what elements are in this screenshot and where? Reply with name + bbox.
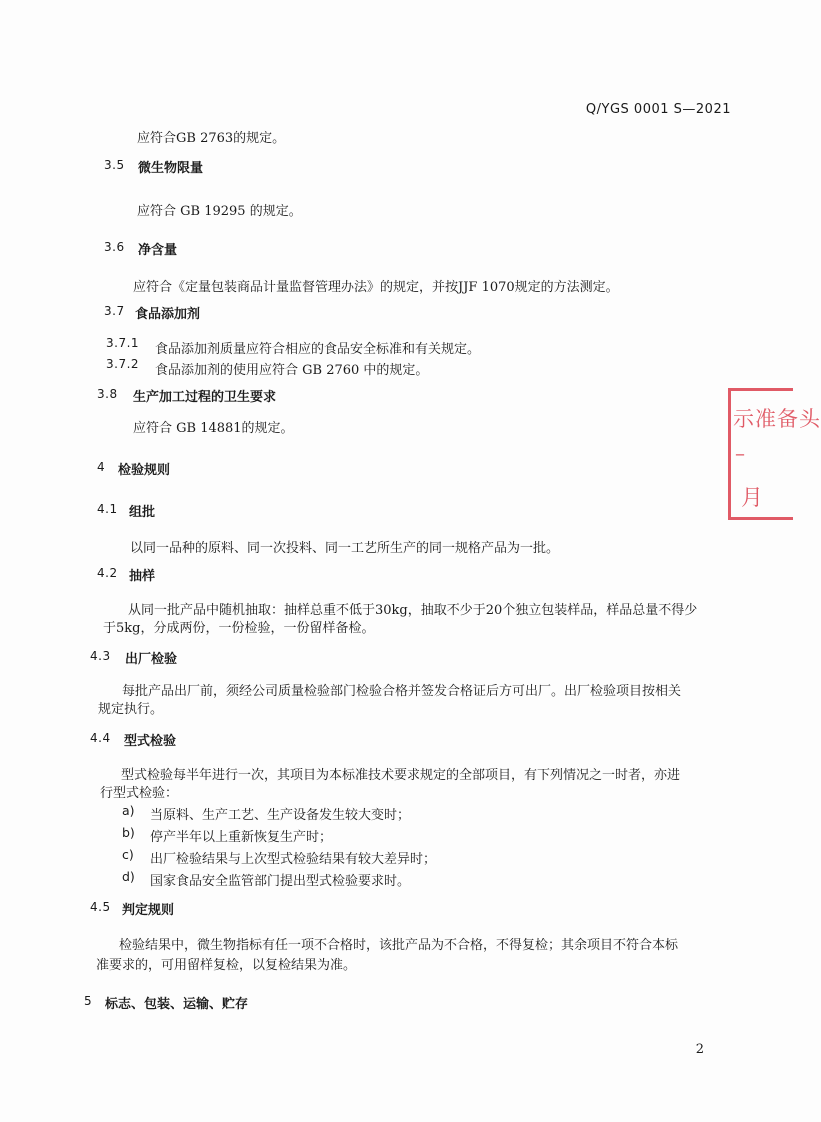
- paragraph: 应符合 GB 19295 的规定。: [137, 204, 302, 219]
- stamp-text: 示准备头: [733, 407, 821, 431]
- list-marker: c): [122, 847, 134, 862]
- section-title: 微生物限量: [138, 161, 204, 176]
- section-number: 3.5: [104, 158, 125, 172]
- section-number: 4.5: [90, 900, 111, 914]
- section-title: 判定规则: [122, 903, 175, 918]
- section-number: 4.1: [97, 502, 118, 516]
- paragraph: 应符合《定量包装商品计量监督管理办法》的规定，并按JJF 1070规定的方法测定。: [133, 280, 619, 295]
- section-number: 3.8: [97, 387, 118, 401]
- stamp-text: –: [735, 441, 745, 465]
- paragraph: 应符合GB 2763的规定。: [137, 131, 286, 146]
- paragraph: 于5kg，分成两份，一份检验，一份留样备检。: [103, 621, 375, 636]
- paragraph: 准要求的，可用留样复检，以复检结果为准。: [96, 958, 357, 973]
- filing-stamp: [728, 388, 821, 520]
- section-number: 4: [97, 460, 106, 474]
- section-title: 出厂检验: [125, 652, 178, 667]
- list-item: 当原料、生产工艺、生产设备发生较大变时；: [150, 808, 411, 823]
- list-marker: a): [122, 803, 135, 818]
- paragraph: 以同一品种的原料、同一次投料、同一工艺所生产的同一规格产品为一批。: [130, 541, 560, 556]
- section-title: 抽样: [129, 569, 156, 584]
- list-marker: d): [122, 869, 135, 884]
- list-marker: b): [122, 825, 135, 840]
- list-item: 停产半年以上重新恢复生产时；: [150, 830, 333, 845]
- paragraph: 型式检验每半年进行一次，其项目为本标准技术要求规定的全部项目，有下列情况之一时者，亦进: [121, 768, 681, 783]
- section-title: 检验规则: [118, 463, 171, 478]
- list-item: 国家食品安全监管部门提出型式检验要求时。: [150, 874, 411, 889]
- section-number: 4.2: [97, 566, 118, 580]
- paragraph: 每批产品出厂前，须经公司质量检验部门检验合格并签发合格证后方可出厂。出厂检验项目按相关: [122, 684, 682, 699]
- section-number: 3.7: [104, 304, 125, 318]
- section-number: 4.3: [90, 649, 111, 663]
- paragraph: 食品添加剂质量应符合相应的食品安全标准和有关规定。: [155, 342, 481, 357]
- stamp-text: 月: [741, 486, 764, 511]
- page-number: 2: [695, 1042, 704, 1057]
- paragraph: 规定执行。: [98, 702, 164, 717]
- section-title: 生产加工过程的卫生要求: [133, 390, 277, 405]
- section-number: 3.6: [104, 240, 125, 254]
- paragraph: 应符合 GB 14881的规定。: [133, 421, 294, 436]
- section-title: 标志、包装、运输、贮存: [105, 997, 249, 1012]
- paragraph: 检验结果中，微生物指标有任一项不合格时，该批产品为不合格，不得复检；其余项目不符合本标: [119, 938, 679, 953]
- section-title: 组批: [129, 505, 156, 520]
- section-title: 型式检验: [124, 734, 177, 749]
- paragraph: 从同一批产品中随机抽取：抽样总重不低于30kg，抽取不少于20个独立包装样品，样品总量不得少: [128, 603, 698, 618]
- section-number: 3.7.1: [106, 336, 140, 350]
- paragraph: 食品添加剂的使用应符合 GB 2760 中的规定。: [155, 363, 429, 378]
- section-number: 5: [84, 994, 93, 1008]
- section-number: 3.7.2: [106, 357, 140, 371]
- section-title: 食品添加剂: [135, 307, 201, 322]
- list-item: 出厂检验结果与上次型式检验结果有较大差异时；: [150, 852, 437, 867]
- doc-code: Q/YGS 0001 S—2021: [585, 102, 731, 117]
- section-title: 净含量: [138, 243, 178, 258]
- section-number: 4.4: [90, 731, 111, 745]
- paragraph: 行型式检验：: [100, 786, 179, 801]
